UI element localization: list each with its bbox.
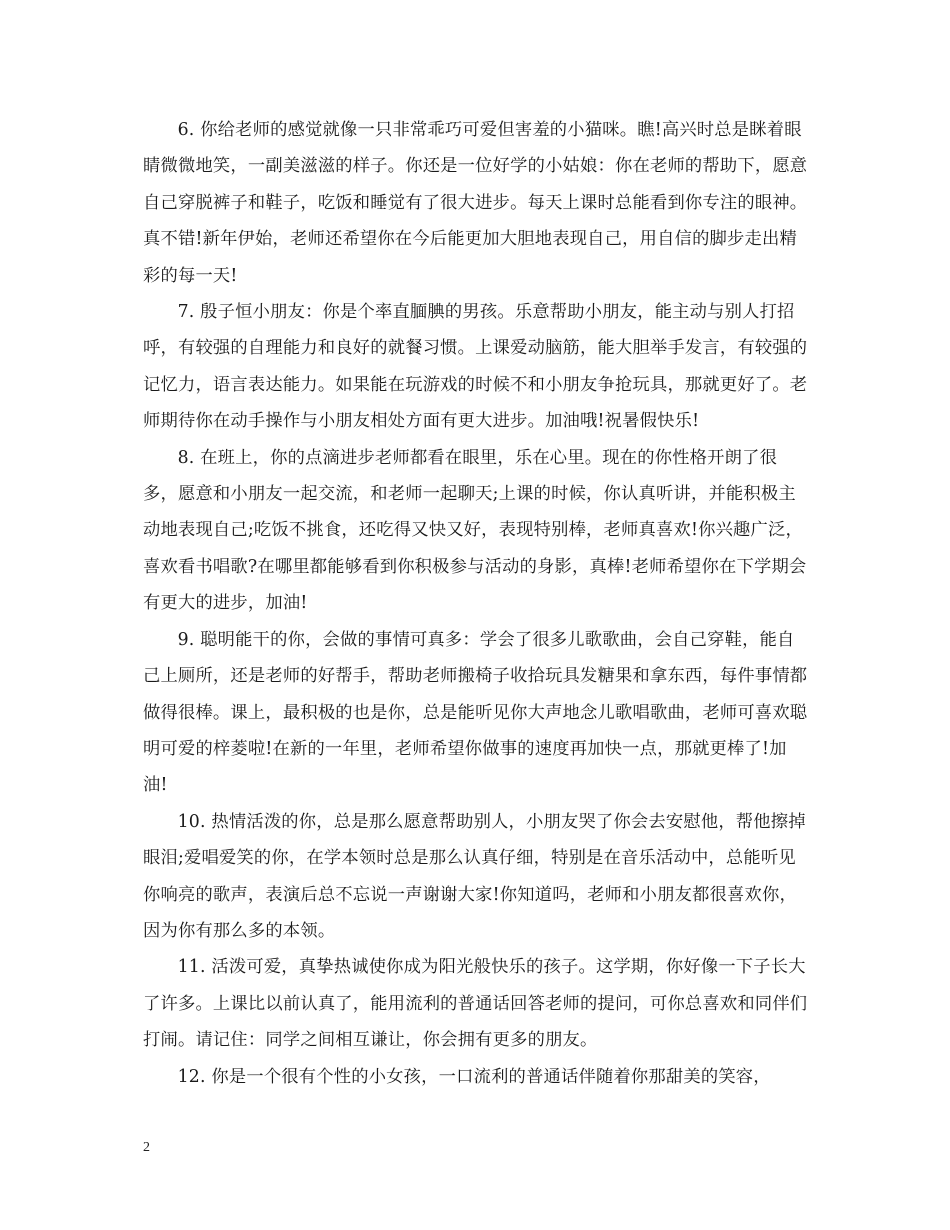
paragraph-9: 9. 聪明能干的你，会做的事情可真多：学会了很多儿歌歌曲，会自己穿鞋，能自己上厕所，还是老师的好帮手，帮助老师搬椅子收拾玩具发糖果和拿东西，每件事情都做得很棒。课上，最积极的也是你，总是能听见你大声地念儿歌唱歌曲，老师可喜欢聪明可爱的梓菱啦!在新的一年里，老师希望你做事的速度再加快一点，那就更棒了!加油! [143, 629, 808, 796]
document-body [143, 112, 811, 1095]
page-number: 2 [143, 1140, 150, 1155]
paragraph-8: 8. 在班上，你的点滴进步老师都看在眼里，乐在心里。现在的你性格开朗了很多，愿意和小朋友一起交流，和老师一起聊天;上课的时候，你认真听讲，并能积极主动地表现自己;吃饭不挑食，还吃得又快又好，表现特别棒，老师真喜欢!你兴趣广泛，喜欢看书唱歌?在哪里都能够看到你积极参与活动的身影，真棒!老师希望你在下学期会有更大的进步，加油! [143, 447, 807, 614]
paragraph-12: 12. 你是一个很有个性的小女孩，一口流利的普通话伴随着你那甜美的笑容， [177, 1066, 771, 1087]
paragraph-10: 10. 热情活泼的你，总是那么愿意帮助别人，小朋友哭了你会去安慰他，帮他擦掉眼泪;爱唱爱笑的你，在学本领时总是那么认真仔细，特别是在音乐活动中，总能听见你响亮的歌声，表演后总不忘说一声谢谢大家!你知道吗，老师和小朋友都很喜欢你，因为你有那么多的本领。 [143, 811, 806, 941]
paragraph-6: 6. 你给老师的感觉就像一只非常乖巧可爱但害羞的小猫咪。瞧!高兴时总是眯着眼睛微微地笑，一副美滋滋的样子。你还是一位好学的小姑娘：你在老师的帮助下，愿意自己穿脱裤子和鞋子，吃饭和睡觉有了很大进步。每天上课时总能看到你专注的眼神。真不错!新年伊始，老师还希望你在今后能更加大胆地表现自己，用自信的脚步走出精彩的每一天! [143, 120, 808, 286]
paragraph-11: 11. 活泼可爱，真挚热诚使你成为阳光般快乐的孩子。这学期，你好像一下子长大了许多。上课比以前认真了，能用流利的普通话回答老师的提问，可你总喜欢和同伴们打闹。请记住：同学之间相互谦让，你会拥有更多的朋友。 [143, 957, 808, 1051]
paragraph-7: 7. 殷子恒小朋友：你是个率直腼腆的男孩。乐意帮助小朋友，能主动与别人打招呼，有较强的自理能力和良好的就餐习惯。上课爱动脑筋，能大胆举手发言，有较强的记忆力，语言表达能力。如果能在玩游戏的时候不和小朋友争抢玩具，那就更好了。老师期待你在动手操作与小朋友相处方面有更大进步。加油哦!祝暑假快乐! [143, 302, 808, 432]
